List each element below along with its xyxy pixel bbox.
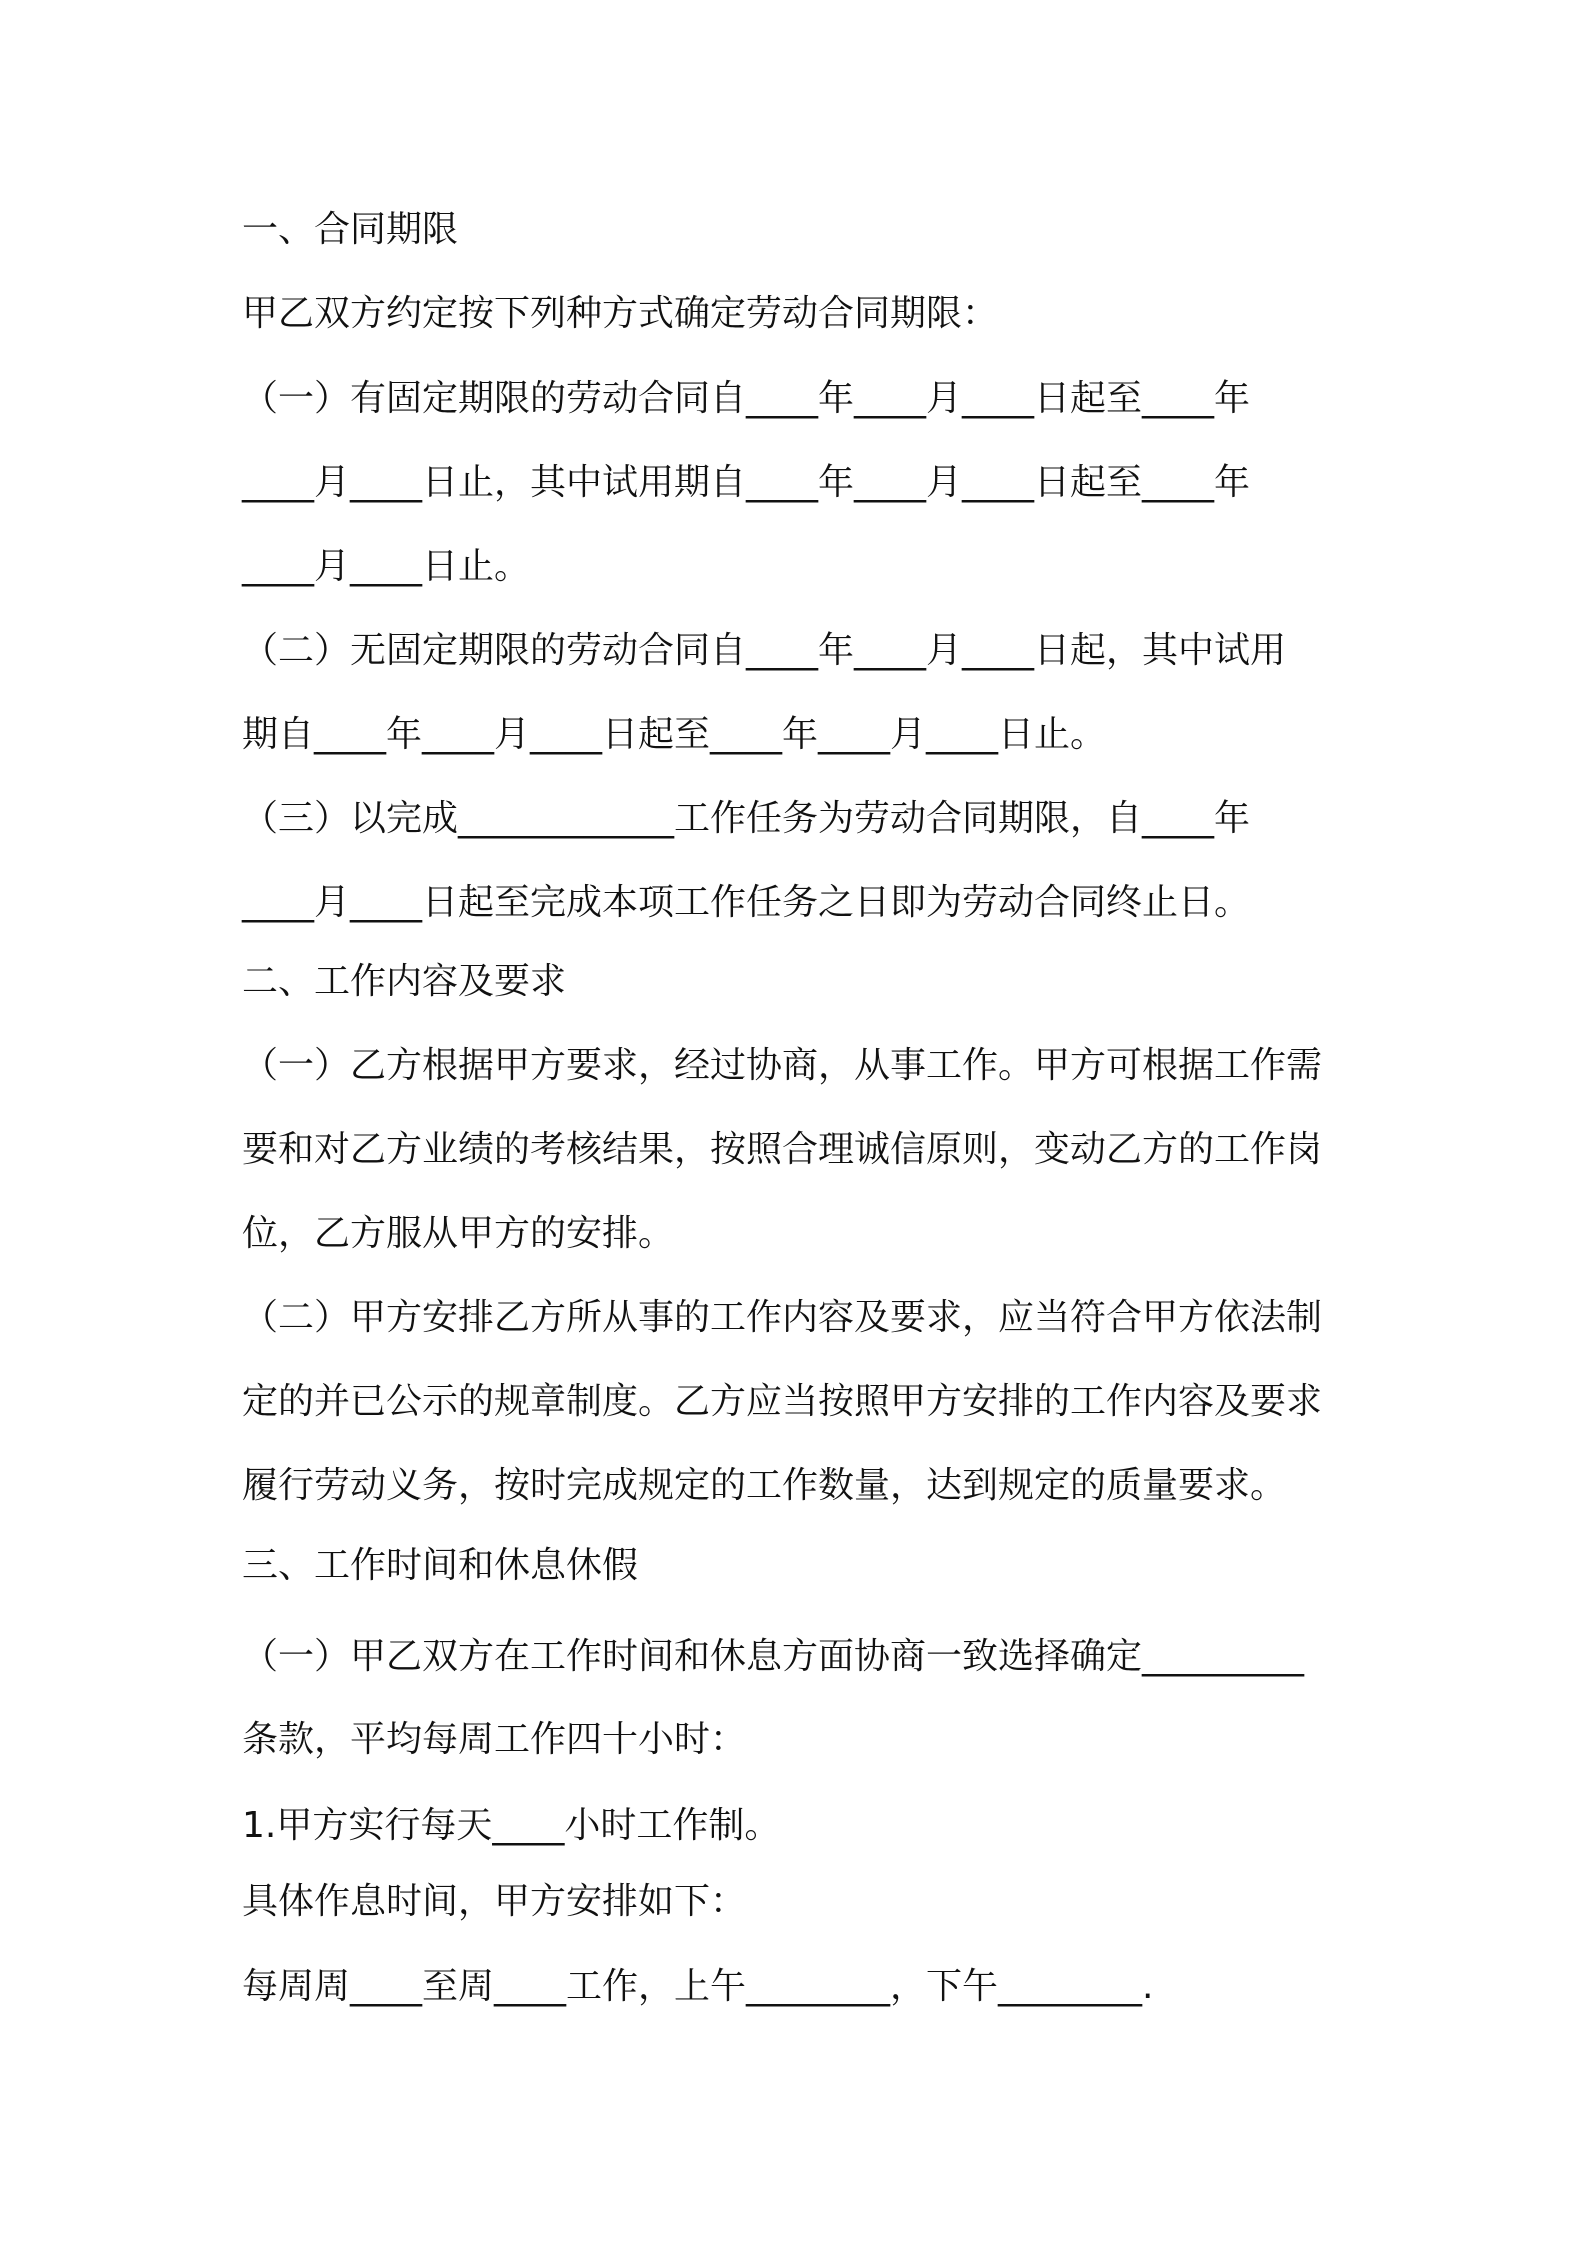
paragraph-line: 条款，平均每周工作四十小时： bbox=[242, 1719, 747, 1760]
paragraph-line: 位，乙方服从甲方的安排。 bbox=[242, 1213, 675, 1254]
section-heading-contract-term: 一、合同期限 bbox=[242, 209, 459, 250]
paragraph-line: ____月____日止。 bbox=[242, 546, 531, 587]
paragraph-line: （一）甲乙双方在工作时间和休息方面协商一致选择确定_________ bbox=[242, 1636, 1305, 1677]
paragraph-line: （二）无固定期限的劳动合同自____年____月____日起，其中试用 bbox=[242, 630, 1287, 671]
paragraph-line: （一）有固定期限的劳动合同自____年____月____日起至____年 bbox=[242, 378, 1251, 419]
paragraph-line: ____月____日止，其中试用期自____年____月____日起至____年 bbox=[242, 462, 1251, 503]
section-heading-work-content: 二、工作内容及要求 bbox=[242, 961, 567, 1002]
paragraph-line: 每周周____至周____工作，上午________，下午________. bbox=[242, 1966, 1154, 2007]
paragraph-line: 定的并已公示的规章制度。乙方应当按照甲方安排的工作内容及要求 bbox=[242, 1381, 1323, 1422]
paragraph-line: 要和对乙方业绩的考核结果，按照合理诚信原则，变动乙方的工作岗 bbox=[242, 1129, 1323, 1170]
section-heading-work-hours: 三、工作时间和休息休假 bbox=[242, 1545, 639, 1586]
paragraph-line: ____月____日起至完成本项工作任务之日即为劳动合同终止日。 bbox=[242, 882, 1251, 923]
paragraph-line: 期自____年____月____日起至____年____月____日止。 bbox=[242, 714, 1107, 755]
paragraph-line: （二）甲方安排乙方所从事的工作内容及要求，应当符合甲方依法制 bbox=[242, 1297, 1323, 1338]
paragraph-line: 履行劳动义务，按时完成规定的工作数量，达到规定的质量要求。 bbox=[242, 1465, 1287, 1506]
paragraph-line: 甲乙双方约定按下列种方式确定劳动合同期限： bbox=[242, 293, 999, 334]
paragraph-line: 具体作息时间，甲方安排如下： bbox=[242, 1881, 747, 1922]
paragraph-line: （三）以完成____________工作任务为劳动合同期限，自____年 bbox=[242, 798, 1251, 839]
paragraph-line: （一）乙方根据甲方要求，经过协商，从事工作。甲方可根据工作需 bbox=[242, 1045, 1323, 1086]
paragraph-line: 1.甲方实行每天____小时工作制。 bbox=[242, 1805, 781, 1846]
